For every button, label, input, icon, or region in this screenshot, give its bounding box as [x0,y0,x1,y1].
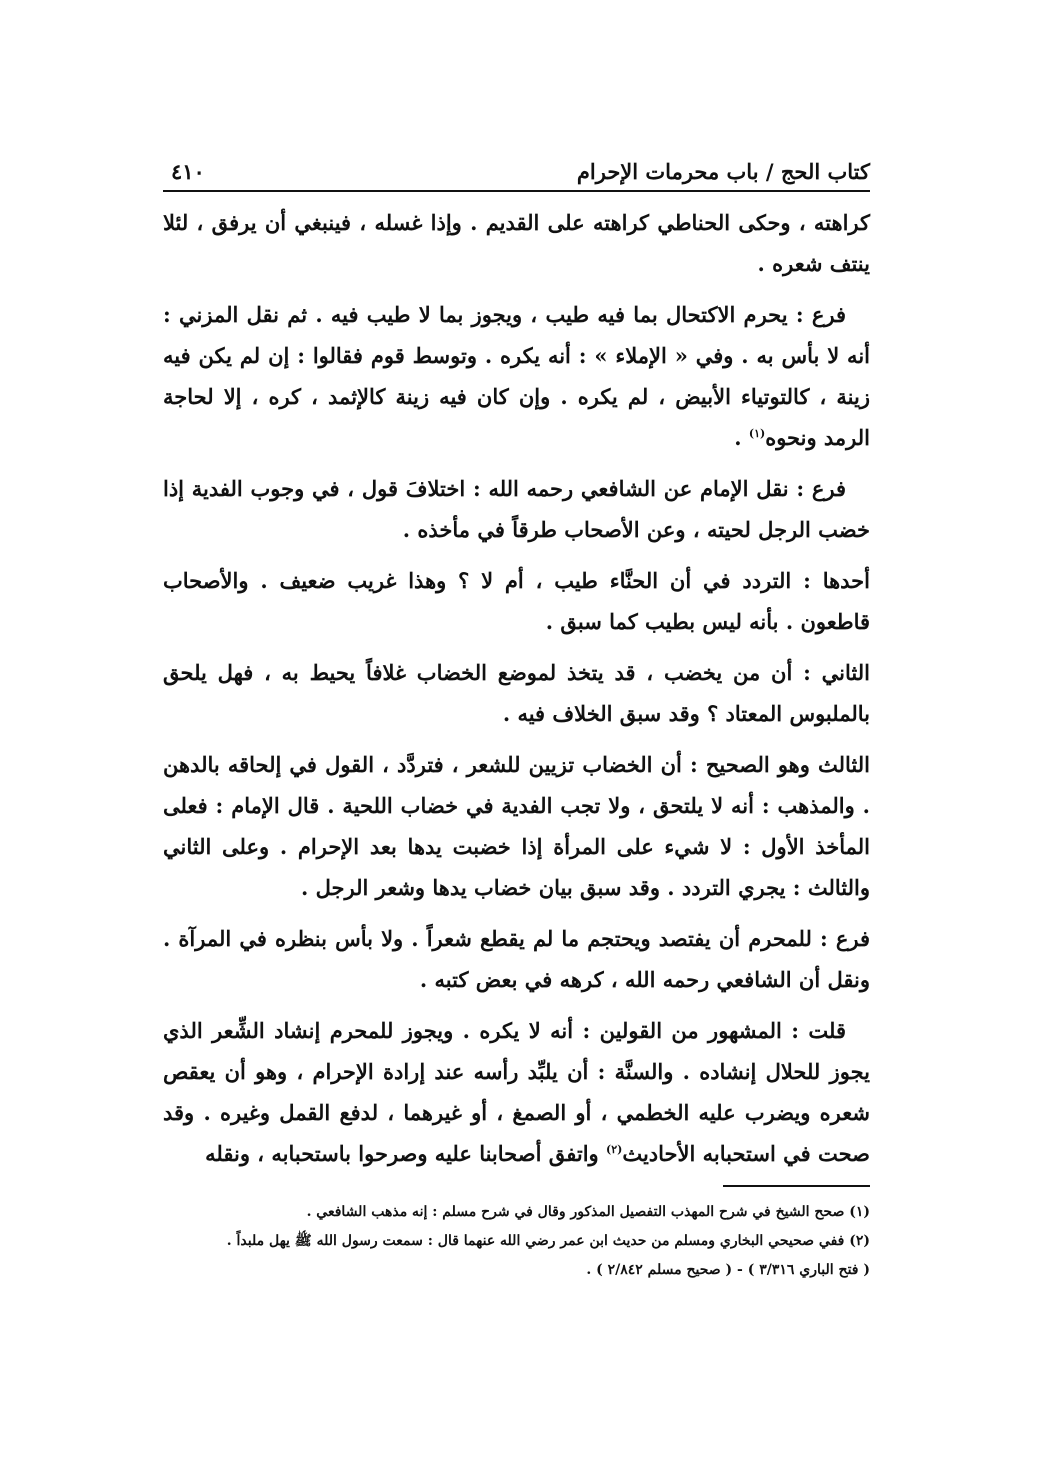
paragraph-8 [163,1010,870,1174]
paragraph-text: : أن من يخضب ، قد يتخذ لموضع الخضاب غلافاً يحيط به ، فهل يلحق بالملبوس المعتاد ؟ وقد سبق الخلاف فيه . [163,660,870,726]
paragraph-text: : التردد في أن الحنَّاء طيب ، أم لا ؟ وهذا غريب ضعيف . والأصحاب قاطعون . بأنه ليس بطيب كما سبق . [163,568,870,634]
paragraph-lead: فرع [811,476,846,501]
paragraph-lead: الثالث وهو الصحيح [705,752,870,777]
running-header [163,140,870,192]
footnote-2-source [163,1256,870,1285]
book-page [163,140,870,1340]
paragraph-text: : أن الخضاب تزيين للشعر ، فتردَّد ، القول في إلحاقه بالدهن . والمذهب : أنه لا يلتحق ، ولا تجب الفدية في خضاب اللحية . قال الإمام : فعلى المأخذ الأول : لا شيء على المرأة إذا خضبت يدها بعد الإحرام . وعلى الثاني والثالث : يجري التردد . وقد سبق بيان خضاب يدها وشعر الرجل . [163,752,870,900]
footnote-separator [723,1185,870,1187]
paragraph-text: : يحرم الاكتحال بما فيه طيب ، ويجوز بما لا طيب فيه . ثم نقل المزني : أنه لا بأس به . وفي « الإملاء » : أنه يكره . وتوسط قوم فقالوا : إن لم يكن فيه زينة ، كالتوتياء الأبيض ، لم يكره . وإن كان فيه زينة كالإثمد ، كره ، إلا لحاجة الرمد ونحوه [163,302,870,450]
paragraph-1 [163,202,870,284]
main-text [163,202,870,1174]
paragraph-2 [163,294,870,458]
footnote-2: (٢) ففي صحيحي البخاري ومسلم من حديث ابن عمر رضي الله عنهما قال : سمعت رسول الله ﷺ يهل ملبداً . [226,1233,870,1249]
paragraph-lead: الثاني [821,660,870,685]
page-number: ٤١٠ [171,159,205,184]
paragraph-text: كراهته ، وحكى الحناطي كراهته على القديم . وإذا غسله ، فينبغي أن يرفق ، لئلا ينتف شعره . [163,210,870,276]
paragraph-text: : المشهور من القولين : أنه لا يكره . ويجوز للمحرم إنشاد الشِّعر الذي يجوز للحلال إنشاده . والسنَّة : أن يلبِّد رأسه عند إرادة الإحرام ، وهو أن يعقص شعره ويضرب عليه الخطمي ، أو الصمغ ، أو غيرهما ، لدفع القمل وغيره . وقد صحت في استحبابه الأحاديث [163,1018,870,1166]
paragraph-7 [163,918,870,1000]
paragraph-lead: قلت [808,1018,846,1043]
paragraph-6 [163,744,870,908]
footnotes [163,1198,870,1285]
paragraph-tail: واتفق أصحابنا عليه وصرحوا باستحبابه ، ونقله [205,1141,606,1166]
paragraph-text: : للمحرم أن يفتصد ويحتجم ما لم يقطع شعراً . ولا بأس بنظره في المرآة . ونقل أن الشافعي رحمه الله ، كرهه في بعض كتبه . [163,926,870,992]
paragraph-4 [163,560,870,642]
paragraph-5 [163,652,870,734]
header-title: كتاب الحج / باب محرمات الإحرام [576,159,870,184]
paragraph-lead: أحدها [822,568,870,593]
paragraph-lead: فرع [835,926,870,951]
footnote-1: (١) صحح الشيخ في شرح المهذب التفصيل المذكور وقال في شرح مسلم : إنه مذهب الشافعي . [306,1204,870,1220]
footnote-ref: (٢) [605,1143,623,1156]
paragraph-3 [163,468,870,550]
paragraph-lead: فرع [811,302,846,327]
paragraph-text: : نقل الإمام عن الشافعي رحمه الله : اختلافَ قول ، في وجوب الفدية إذا خضب الرجل لحيته ، وعن الأصحاب طرقاً في مأخذه . [163,476,870,542]
footnote-2-source-text: ( فتح الباري ٣/٣١٦ ) - ( صحيح مسلم ٢/٨٤٢ ) . [586,1262,870,1278]
paragraph-tail: . [734,425,749,450]
footnote-ref: (١) [748,427,766,440]
